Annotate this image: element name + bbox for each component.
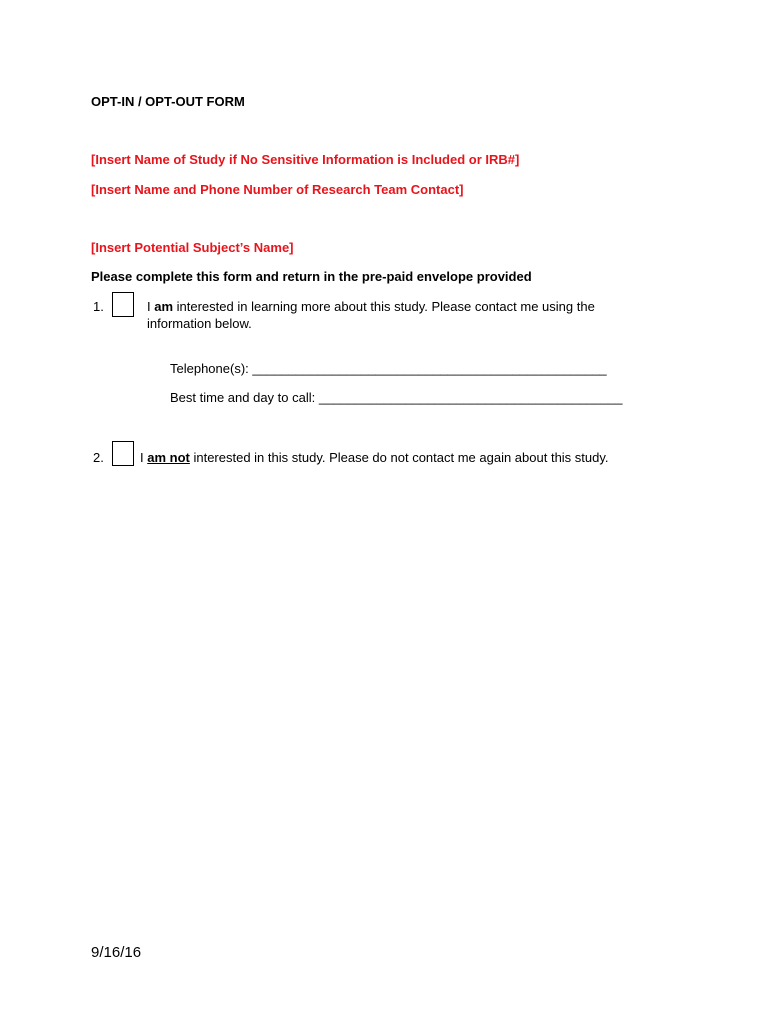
best-time-blank[interactable]: __________________________________________	[318, 390, 623, 405]
best-time-field[interactable]	[170, 390, 623, 405]
option-1-line-1	[147, 298, 595, 315]
best-time-label: Best time and day to call:	[170, 390, 319, 405]
option-2-emphasis: am not	[147, 450, 190, 465]
option-1-number: 1.	[93, 299, 104, 314]
instructions-text: Please complete this form and return in the pre-paid envelope provided	[91, 269, 532, 284]
option-2-text: interested in this study. Please do not contact me again about this study.	[189, 450, 609, 465]
opt-out-checkbox[interactable]	[112, 441, 134, 466]
telephone-blank[interactable]: _________________________________________________	[252, 361, 607, 376]
option-1-prefix: I	[147, 299, 155, 314]
telephone-label: Telephone(s):	[170, 361, 253, 376]
option-1-line-2: information below.	[147, 316, 252, 331]
opt-in-checkbox[interactable]	[112, 292, 134, 317]
study-name-placeholder: [Insert Name of Study if No Sensitive Information is Included or IRB#]	[91, 152, 520, 167]
option-2-prefix: I	[140, 450, 148, 465]
research-contact-placeholder: [Insert Name and Phone Number of Research Team Contact]	[91, 182, 464, 197]
option-2-number: 2.	[93, 450, 104, 465]
form-date: 9/16/16	[91, 944, 142, 961]
telephone-field[interactable]	[170, 361, 607, 376]
option-1-emphasis: am	[154, 299, 174, 314]
subject-name-placeholder: [Insert Potential Subject’s Name]	[91, 240, 294, 255]
form-title: OPT-IN / OPT-OUT FORM	[91, 94, 245, 109]
option-1-text: interested in learning more about this study. Please contact me using the	[173, 299, 595, 314]
option-2-line-1	[140, 449, 609, 466]
